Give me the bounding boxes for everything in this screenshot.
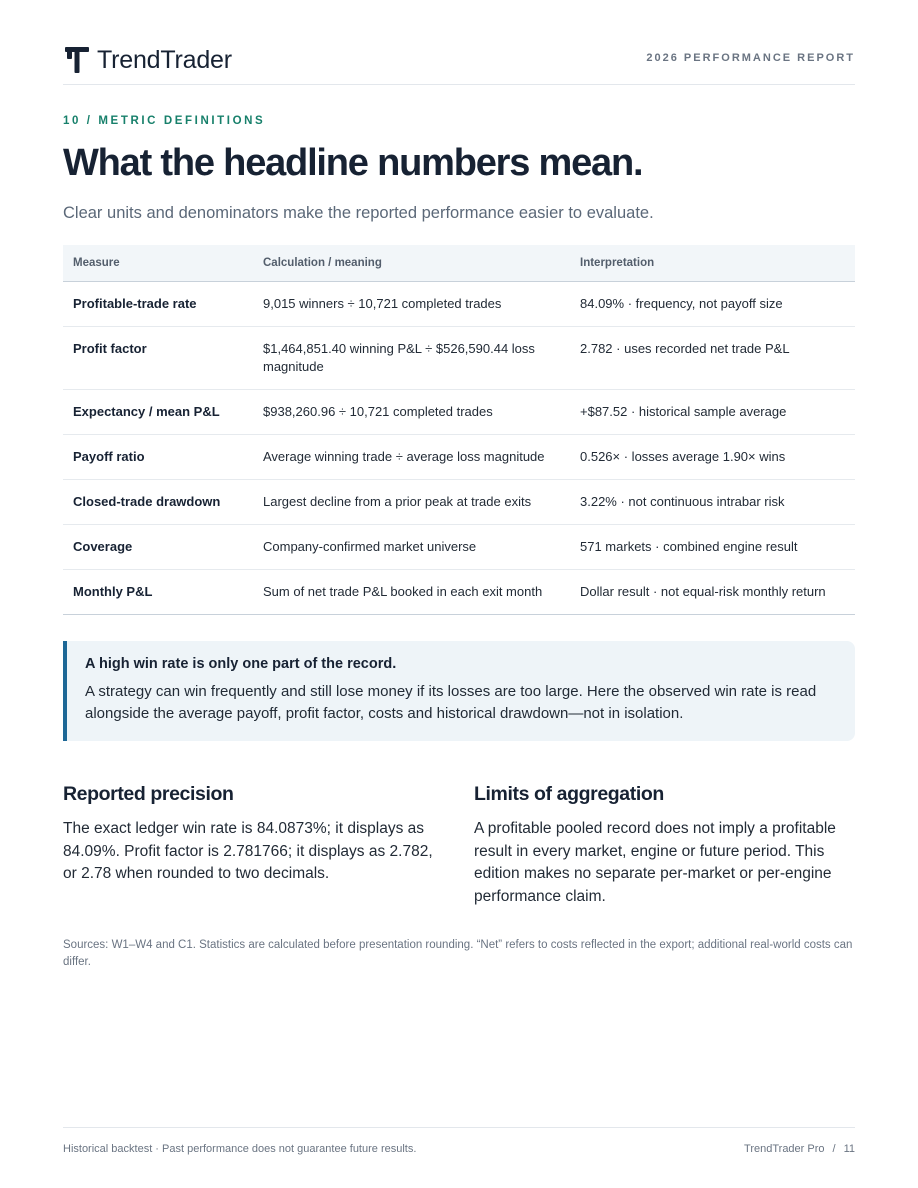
report-label: 2026 PERFORMANCE REPORT xyxy=(646,52,855,64)
brand-name: TrendTrader xyxy=(97,45,232,74)
column-header-calculation: Calculation / meaning xyxy=(253,245,570,281)
reported-precision-body: The exact ledger win rate is 84.0873%; it displays as 84.09%. Profit factor is 2.781766; it displays as 2.782, or 2.78 when rounded to two decimals. xyxy=(63,820,433,882)
footer-disclaimer: Historical backtest · Past performance does not guarantee future results. xyxy=(63,1143,417,1155)
page-subtitle: Clear units and denominators make the reported performance easier to evaluate. xyxy=(63,204,654,222)
interpretation-cell: 2.782 · uses recorded net trade P&L xyxy=(570,326,855,389)
callout-body: A strategy can win frequently and still lose money if its losses are too large. Here the observed win rate is read alongside the average payoff, profit factor, costs and historical drawdown—not in isolation. xyxy=(85,683,817,722)
table-row xyxy=(63,434,855,479)
table-row xyxy=(63,389,855,434)
measure-cell: Coverage xyxy=(63,524,253,569)
table-row xyxy=(63,281,855,326)
interpretation-cell: 0.526× · losses average 1.90× wins xyxy=(570,434,855,479)
report-page xyxy=(63,0,855,1188)
section-eyebrow: 10 / METRIC DEFINITIONS xyxy=(63,115,266,127)
limits-of-aggregation-heading: Limits of aggregation xyxy=(474,783,664,805)
page-title: What the headline numbers mean. xyxy=(63,142,643,184)
calculation-cell: $938,260.96 ÷ 10,721 completed trades xyxy=(253,389,570,434)
column-header-measure: Measure xyxy=(63,245,253,281)
table-row xyxy=(63,326,855,389)
callout-title: A high win rate is only one part of the record. xyxy=(85,656,397,672)
measure-cell: Payoff ratio xyxy=(63,434,253,479)
table-row xyxy=(63,569,855,614)
metric-definitions-table xyxy=(63,245,855,615)
footer-page-info xyxy=(744,1143,855,1155)
calculation-cell: $1,464,851.40 winning P&L ÷ $526,590.44 loss magnitude xyxy=(253,326,570,389)
measure-cell: Monthly P&L xyxy=(63,569,253,614)
measure-cell: Profitable-trade rate xyxy=(63,281,253,326)
win-rate-callout xyxy=(63,641,855,741)
measure-cell: Profit factor xyxy=(63,326,253,389)
page-number: 11 xyxy=(843,1143,855,1155)
trendtrader-logo-icon xyxy=(65,47,89,73)
calculation-cell: Sum of net trade P&L booked in each exit month xyxy=(253,569,570,614)
interpretation-cell: 571 markets · combined engine result xyxy=(570,524,855,569)
page-footer xyxy=(63,1127,855,1155)
column-header-interpretation: Interpretation xyxy=(570,245,855,281)
table-header-row xyxy=(63,245,855,281)
reported-precision-section xyxy=(63,783,443,886)
calculation-cell: Average winning trade ÷ average loss magnitude xyxy=(253,434,570,479)
measure-cell: Expectancy / mean P&L xyxy=(63,389,253,434)
footer-separator: / xyxy=(832,1143,836,1155)
reported-precision-heading: Reported precision xyxy=(63,783,234,805)
calculation-cell: Largest decline from a prior peak at trade exits xyxy=(253,479,570,524)
footer-product: TrendTrader Pro xyxy=(744,1143,825,1155)
sources-note: Sources: W1–W4 and C1. Statistics are calculated before presentation rounding. “Net” refers to costs reflected in the export; additional real-world costs can differ. xyxy=(63,939,853,968)
calculation-cell: Company-confirmed market universe xyxy=(253,524,570,569)
interpretation-cell: 3.22% · not continuous intrabar risk xyxy=(570,479,855,524)
brand-logo xyxy=(65,46,232,74)
interpretation-cell: Dollar result · not equal-risk monthly return xyxy=(570,569,855,614)
limits-of-aggregation-body: A profitable pooled record does not imply a profitable result in every market, engine or future period. This edition makes no separate per-market or per-engine performance claim. xyxy=(474,820,836,905)
measure-cell: Closed-trade drawdown xyxy=(63,479,253,524)
calculation-cell: 9,015 winners ÷ 10,721 completed trades xyxy=(253,281,570,326)
page-header xyxy=(63,44,855,85)
table-row xyxy=(63,479,855,524)
interpretation-cell: 84.09% · frequency, not payoff size xyxy=(570,281,855,326)
limits-of-aggregation-section xyxy=(474,783,854,908)
interpretation-cell: +$87.52 · historical sample average xyxy=(570,389,855,434)
table-row xyxy=(63,524,855,569)
